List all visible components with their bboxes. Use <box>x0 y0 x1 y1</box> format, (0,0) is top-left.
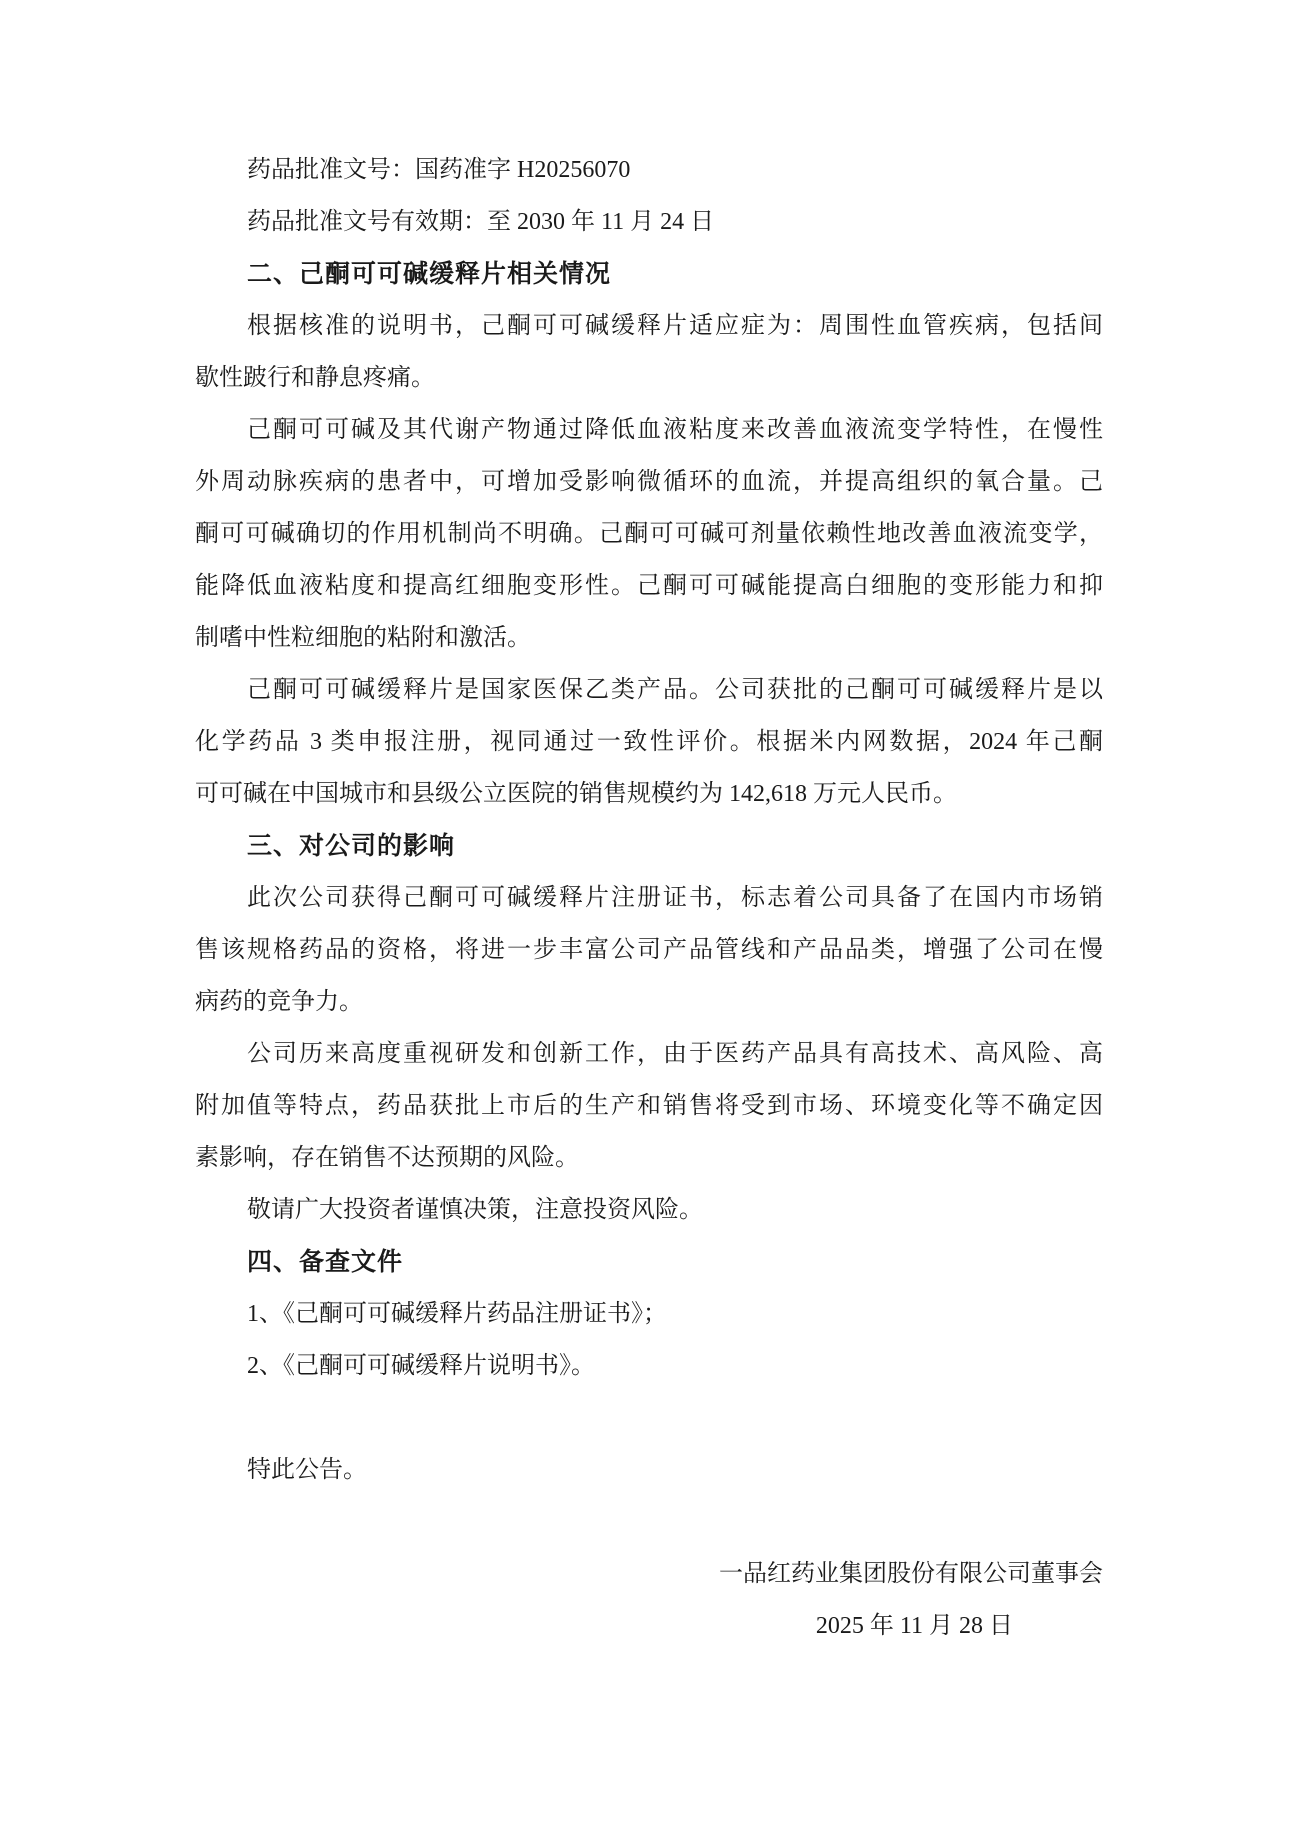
document-line: 药品批准文号有效期：至 2030 年 11 月 24 日 <box>247 209 715 235</box>
document-line: 化学药品 3 类申报注册，视同通过一致性评价。根据米内网数据，2024 年己酮 <box>195 729 1103 755</box>
document-line: 歇性跛行和静息疼痛。 <box>195 365 435 391</box>
document-line: 酮可可碱确切的作用机制尚不明确。己酮可可碱可剂量依赖性地改善血液流变学， <box>195 521 1103 547</box>
document-line: 2、《己酮可可碱缓释片说明书》。 <box>247 1353 595 1379</box>
document-line: 病药的竞争力。 <box>195 989 363 1015</box>
document-line: 附加值等特点，药品获批上市后的生产和销售将受到市场、环境变化等不确定因 <box>195 1093 1103 1119</box>
document-line: 1、《己酮可可碱缓释片药品注册证书》； <box>247 1301 667 1327</box>
document-line: 根据核准的说明书，己酮可可碱缓释片适应症为：周围性血管疾病，包括间 <box>247 313 1103 339</box>
document-line: 制嗜中性粒细胞的粘附和激活。 <box>195 625 531 651</box>
section-heading: 三、对公司的影响 <box>247 832 456 860</box>
document-line: 能降低血液粘度和提高红细胞变形性。己酮可可碱能提高白细胞的变形能力和抑 <box>195 573 1103 599</box>
document-line: 售该规格药品的资格，将进一步丰富公司产品管线和产品品类，增强了公司在慢 <box>195 937 1103 963</box>
document-line: 己酮可可碱缓释片是国家医保乙类产品。公司获批的己酮可可碱缓释片是以 <box>247 677 1103 703</box>
document-content <box>195 144 1103 1652</box>
document-line: 己酮可可碱及其代谢产物通过降低血液粘度来改善血液流变学特性，在慢性 <box>247 417 1103 443</box>
section-heading: 二、己酮可可碱缓释片相关情况 <box>247 260 612 288</box>
document-line: 公司历来高度重视研发和创新工作，由于医药产品具有高技术、高风险、高 <box>247 1041 1103 1067</box>
document-line: 特此公告。 <box>247 1457 367 1483</box>
document-line: 药品批准文号：国药准字 H20256070 <box>247 157 631 183</box>
section-heading: 四、备查文件 <box>247 1248 404 1276</box>
document-line: 此次公司获得己酮可可碱缓释片注册证书，标志着公司具备了在国内市场销 <box>247 885 1103 911</box>
document-line: 可可碱在中国城市和县级公立医院的销售规模约为 142,618 万元人民币。 <box>195 781 957 807</box>
document-line: 敬请广大投资者谨慎决策，注意投资风险。 <box>247 1197 703 1223</box>
signature-company: 一品红药业集团股份有限公司董事会 <box>719 1561 1103 1587</box>
blank-line <box>195 1392 1103 1444</box>
document-line: 素影响，存在销售不达预期的风险。 <box>195 1145 579 1171</box>
blank-line <box>195 1496 1103 1548</box>
signature-date: 2025 年 11 月 28 日 <box>815 1613 1013 1639</box>
document-line: 外周动脉疾病的患者中，可增加受影响微循环的血流，并提高组织的氧合量。己 <box>195 469 1103 495</box>
